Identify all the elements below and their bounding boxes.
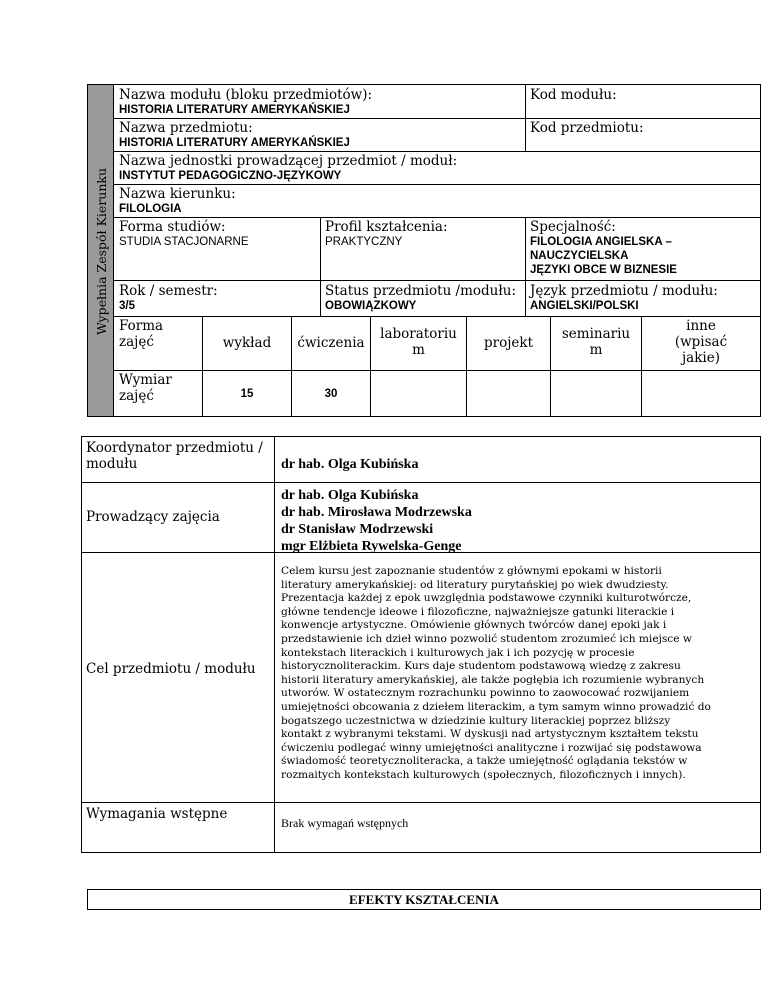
goal-line: rozmaitych kontekstach kulturowych (społecznych, filozoficznych i innych). [281,768,686,781]
goal-line: Prezentacja każdej z epok uwzględnia podstawowe czynniki kulturotwórcze, [281,592,692,605]
study-form-label: Forma studiów: [119,219,226,235]
teachers-label: Prowadzący zajęcia [86,509,220,525]
coordinator-label-line: Koordynator przedmiotu / [86,440,263,456]
form-col-seminar-line: seminariu [561,326,631,342]
goal-line: konwencje artystyczne. Omówienie głównych twórców danej epoki jak i [281,619,667,632]
requirements-value: Brak wymagań wstępnych [281,816,409,830]
subject-name-value: HISTORIA LITERATURY AMERYKAŃSKIEJ [119,137,350,149]
teacher-name: dr hab. Mirosława Modrzewska [281,505,472,520]
form-col-lab-line: laboratoriu [380,326,457,342]
hours-label-line: zajęć [119,388,154,404]
goal-line: kontekstach literackich i kulturowych jak i ich pozycję w procesie [281,646,635,659]
goal-line: ćwiczeniu podlegać winny umiejętności analityczne i rozwijać się podstawowa [281,741,702,754]
goal-line: świadomość teoretycznoliteracka, a także umiejętność oglądania tekstów w [281,755,688,768]
coordinator-label-line: modułu [86,456,138,472]
specialty-label: Specjalność: [530,219,616,235]
status-value: OBOWIĄZKOWY [325,300,417,312]
field-label: Nazwa kierunku: [119,186,236,202]
profile-label: Profil kształcenia: [325,219,448,235]
teacher-name: dr Stanisław Modrzewski [281,522,434,537]
coordinator-value: dr hab. Olga Kubińska [281,457,419,472]
goal-label: Cel przedmiotu / modułu [86,661,256,677]
requirements-label: Wymagania wstępne [86,806,228,822]
goal-line: Celem kursu jest zapoznanie studentów z głównymi epokami w historii [281,565,662,577]
unit-label: Nazwa jednostki prowadzącej przedmiot / moduł: [119,153,458,169]
outcomes-title: EFEKTY KSZTAŁCENIA [349,892,499,907]
status-label: Status przedmiotu /modułu: [325,283,516,299]
study-form-value: STUDIA STACJONARNE [119,236,249,248]
form-col-other-line: inne [686,318,716,334]
goal-line: główne tendencje ideowe i filozoficzne, najważniejsze gatunki literackie i [281,605,675,618]
goal-line: przedstawienie ich dzieł winno pozwolić studentom zrozumieć ich miejsce w [281,632,692,645]
goal-text [281,565,759,783]
specialty-value-line: JĘZYKI OBCE W BIZNESIE [530,264,677,276]
goal-line: bogatszego uczestnictwa w dziedzinie kultury literackiej poprzez bliższy [281,714,671,727]
goal-line: utworów. W ostatecznym rozrachunku powinno to zaowocować rozwijaniem [281,687,690,700]
year-value: 3/5 [119,300,135,312]
language-value: ANGIELSKI/POLSKI [530,300,639,312]
goal-line: historii literatury amerykańskiej, ale także pogłębia ich rozumienie wybranych [281,673,705,686]
goal-line: kontakt z wybranymi tekstami. W dyskusji nad artystycznym kształtem tekstu [281,728,699,741]
language-label: Język przedmiotu / modułu: [530,283,718,299]
module-name-value: HISTORIA LITERATURY AMERYKAŃSKIEJ [119,104,350,116]
goal-line: literatury amerykańskiej: od literatury purytańskiej po wiek dwudziesty. [281,578,669,591]
unit-value: INSTYTUT PEDAGOGICZNO-JĘZYKOWY [119,170,342,182]
form-col-other-line: (wpisać [674,334,728,350]
form-col-other-line: jakie) [682,350,720,366]
form-col-exercises: ćwiczenia [297,335,365,351]
hours-exercises: 30 [324,388,338,400]
module-code-label: Kod modułu: [530,87,617,103]
year-label: Rok / semestr: [119,283,218,299]
hours-label-line: Wymiar [119,372,172,388]
hours-lecture: 15 [240,388,254,400]
goal-line: umiejętności obcowania z dziełem literackim, a tym samym winno prowadzić do [281,700,711,713]
teacher-name: dr hab. Olga Kubińska [281,488,419,503]
forms-label-line: zajęć [119,334,154,350]
subject-code-label: Kod przedmiotu: [530,120,644,136]
field-value: FILOLOGIA [119,203,182,215]
goal-line: historycznoliterackim. Kurs daje studentom podstawową wiedzę z zakresu [281,660,681,673]
subject-name-label: Nazwa przedmiotu: [119,120,253,136]
form-col-lecture: wykład [222,335,272,351]
sidebar-label: Wypełnia Zespół Kierunku [94,167,109,336]
forms-label-line: Forma [119,318,164,334]
specialty-value-line: FILOLOGIA ANGIELSKA – [530,236,672,248]
specialty-value-line: NAUCZYCIELSKA [530,250,629,262]
teacher-name: mgr Elżbieta Rywelska-Genge [281,539,462,554]
form-col-seminar-line: m [589,342,603,358]
form-col-project: projekt [483,335,533,351]
module-name-label: Nazwa modułu (bloku przedmiotów): [119,87,373,103]
profile-value: PRAKTYCZNY [325,236,403,248]
form-col-lab-line: m [412,342,425,358]
